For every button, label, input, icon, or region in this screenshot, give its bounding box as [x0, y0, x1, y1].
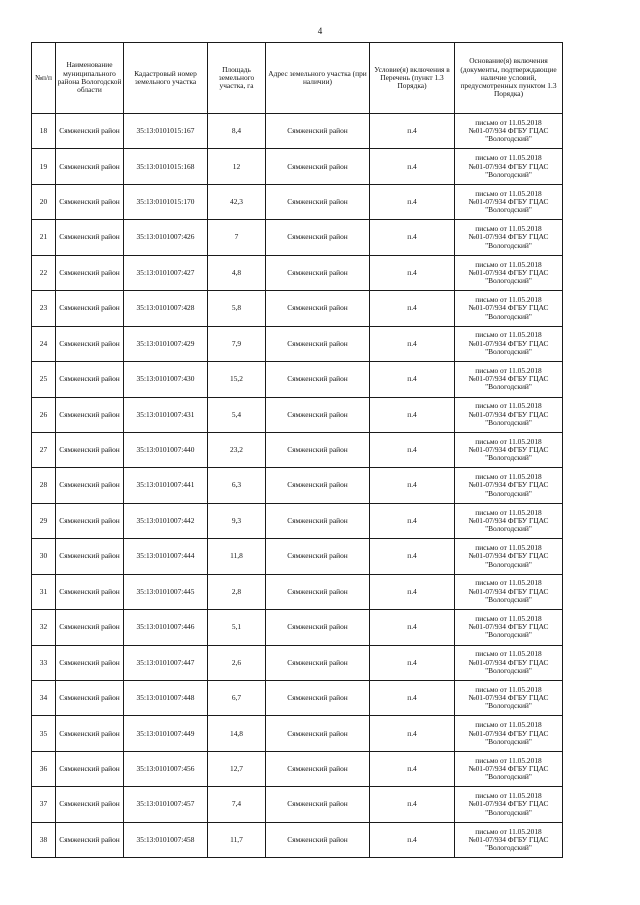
table-row — [32, 574, 563, 609]
cell-address: Сямженский район — [266, 645, 370, 680]
basis-line: "Вологодский" — [485, 772, 532, 782]
cell-district: Сямженский район — [56, 787, 124, 822]
basis-line: №01-07/934 ФГБУ ГЦАС — [468, 126, 549, 136]
cell-num: 37 — [32, 787, 56, 822]
cell-cadastral: 35:13:0101007:431 — [124, 397, 208, 432]
table-row — [32, 326, 563, 361]
cell-cadastral: 35:13:0101007:429 — [124, 326, 208, 361]
cell-condition: п.4 — [370, 681, 455, 716]
cell-num: 24 — [32, 326, 56, 361]
basis-line: "Вологодский" — [485, 630, 532, 640]
cell-cadastral: 35:13:0101007:446 — [124, 610, 208, 645]
table-row — [32, 539, 563, 574]
cell-basis — [455, 468, 563, 503]
cell-cadastral: 35:13:0101007:428 — [124, 291, 208, 326]
cell-condition: п.4 — [370, 787, 455, 822]
cell-num: 34 — [32, 681, 56, 716]
basis-line: "Вологодский" — [485, 382, 532, 392]
cell-condition: п.4 — [370, 326, 455, 361]
cell-condition: п.4 — [370, 291, 455, 326]
cell-district: Сямженский район — [56, 610, 124, 645]
cell-num: 26 — [32, 397, 56, 432]
cell-district: Сямженский район — [56, 255, 124, 290]
cell-district: Сямженский район — [56, 149, 124, 184]
cell-basis — [455, 610, 563, 645]
cell-address: Сямженский район — [266, 574, 370, 609]
basis-line: №01-07/934 ФГБУ ГЦАС — [468, 693, 549, 703]
cell-area: 5,4 — [208, 397, 266, 432]
cell-area: 7 — [208, 220, 266, 255]
basis-line: письмо от 11.05.2018 — [475, 259, 542, 269]
basis-line: письмо от 11.05.2018 — [475, 294, 542, 304]
cell-num: 19 — [32, 149, 56, 184]
table-body — [32, 114, 563, 858]
table-row — [32, 716, 563, 751]
cell-basis — [455, 255, 563, 290]
table-row — [32, 787, 563, 822]
basis-line: письмо от 11.05.2018 — [475, 188, 542, 198]
cell-condition: п.4 — [370, 362, 455, 397]
cell-basis — [455, 114, 563, 149]
cell-district: Сямженский район — [56, 184, 124, 219]
table-row — [32, 610, 563, 645]
cell-cadastral: 35:13:0101007:457 — [124, 787, 208, 822]
cell-basis — [455, 291, 563, 326]
cell-num: 35 — [32, 716, 56, 751]
cell-num: 28 — [32, 468, 56, 503]
basis-line: "Вологодский" — [485, 453, 532, 463]
cell-address: Сямженский район — [266, 114, 370, 149]
cell-basis — [455, 184, 563, 219]
basis-line: "Вологодский" — [485, 134, 532, 144]
cell-cadastral: 35:13:0101007:444 — [124, 539, 208, 574]
cell-basis — [455, 751, 563, 786]
basis-line: письмо от 11.05.2018 — [475, 543, 542, 553]
basis-line: письмо от 11.05.2018 — [475, 578, 542, 588]
basis-line: "Вологодский" — [485, 524, 532, 534]
basis-line: "Вологодский" — [485, 205, 532, 215]
cell-address: Сямженский район — [266, 468, 370, 503]
cell-num: 30 — [32, 539, 56, 574]
cell-cadastral: 35:13:0101007:441 — [124, 468, 208, 503]
cell-district: Сямженский район — [56, 432, 124, 467]
header-cadastral: Кадастровый номер земельного участка — [124, 43, 208, 114]
basis-line: письмо от 11.05.2018 — [475, 613, 542, 623]
cell-cadastral: 35:13:0101007:426 — [124, 220, 208, 255]
cell-basis — [455, 362, 563, 397]
basis-line: №01-07/934 ФГБУ ГЦАС — [468, 551, 549, 561]
basis-line: №01-07/934 ФГБУ ГЦАС — [468, 338, 549, 348]
cell-basis — [455, 822, 563, 857]
cell-cadastral: 35:13:0101015:170 — [124, 184, 208, 219]
cell-condition: п.4 — [370, 432, 455, 467]
basis-line: "Вологодский" — [485, 701, 532, 711]
basis-line: письмо от 11.05.2018 — [475, 436, 542, 446]
cell-address: Сямженский район — [266, 822, 370, 857]
cell-district: Сямженский район — [56, 326, 124, 361]
cell-condition: п.4 — [370, 610, 455, 645]
cell-num: 36 — [32, 751, 56, 786]
table-row — [32, 291, 563, 326]
table-header — [32, 43, 563, 114]
basis-line: №01-07/934 ФГБУ ГЦАС — [468, 834, 549, 844]
header-basis: Основание(я) включения (документы, подтверждающие наличие условий, предусмотренных пунктом 1.3 Порядка) — [455, 43, 563, 114]
table-row — [32, 220, 563, 255]
basis-line: письмо от 11.05.2018 — [475, 224, 542, 234]
cell-district: Сямженский район — [56, 291, 124, 326]
header-condition: Условие(я) включения в Перечень (пункт 1.3 Порядка) — [370, 43, 455, 114]
basis-line: №01-07/934 ФГБУ ГЦАС — [468, 657, 549, 667]
table-row — [32, 822, 563, 857]
basis-line: письмо от 11.05.2018 — [475, 401, 542, 411]
table-row — [32, 468, 563, 503]
cell-area: 42,3 — [208, 184, 266, 219]
cell-condition: п.4 — [370, 539, 455, 574]
cell-area: 15,2 — [208, 362, 266, 397]
page-number: 4 — [317, 26, 323, 36]
cell-area: 12 — [208, 149, 266, 184]
cell-cadastral: 35:13:0101007:440 — [124, 432, 208, 467]
basis-line: письмо от 11.05.2018 — [475, 153, 542, 163]
table-row — [32, 362, 563, 397]
cell-cadastral: 35:13:0101007:456 — [124, 751, 208, 786]
basis-line: письмо от 11.05.2018 — [475, 365, 542, 375]
cell-num: 20 — [32, 184, 56, 219]
cell-num: 27 — [32, 432, 56, 467]
cell-num: 29 — [32, 503, 56, 538]
cell-address: Сямженский район — [266, 539, 370, 574]
cell-address: Сямженский район — [266, 149, 370, 184]
cell-num: 31 — [32, 574, 56, 609]
basis-line: "Вологодский" — [485, 346, 532, 356]
header-address: Адрес земельного участка (при наличии) — [266, 43, 370, 114]
cell-cadastral: 35:13:0101007:442 — [124, 503, 208, 538]
cell-district: Сямженский район — [56, 681, 124, 716]
basis-line: "Вологодский" — [485, 559, 532, 569]
cell-district: Сямженский район — [56, 574, 124, 609]
cell-condition: п.4 — [370, 716, 455, 751]
cell-condition: п.4 — [370, 149, 455, 184]
cell-basis — [455, 503, 563, 538]
basis-line: №01-07/934 ФГБУ ГЦАС — [468, 196, 549, 206]
cell-num: 23 — [32, 291, 56, 326]
cell-cadastral: 35:13:0101007:430 — [124, 362, 208, 397]
cell-area: 5,1 — [208, 610, 266, 645]
table-row — [32, 149, 563, 184]
cell-cadastral: 35:13:0101015:168 — [124, 149, 208, 184]
basis-line: письмо от 11.05.2018 — [475, 755, 542, 765]
cell-district: Сямженский район — [56, 716, 124, 751]
cell-area: 2,8 — [208, 574, 266, 609]
cell-address: Сямженский район — [266, 326, 370, 361]
basis-line: "Вологодский" — [485, 665, 532, 675]
cell-area: 14,8 — [208, 716, 266, 751]
basis-line: письмо от 11.05.2018 — [475, 507, 542, 517]
basis-line: №01-07/934 ФГБУ ГЦАС — [468, 267, 549, 277]
header-area: Площадь земельного участка, га — [208, 43, 266, 114]
cell-area: 9,3 — [208, 503, 266, 538]
cell-district: Сямженский район — [56, 397, 124, 432]
cell-basis — [455, 787, 563, 822]
header-num: №п/п — [32, 43, 56, 114]
cell-condition: п.4 — [370, 184, 455, 219]
basis-line: "Вологодский" — [485, 311, 532, 321]
basis-line: письмо от 11.05.2018 — [475, 826, 542, 836]
basis-line: №01-07/934 ФГБУ ГЦАС — [468, 480, 549, 490]
table-row — [32, 184, 563, 219]
cell-address: Сямженский район — [266, 716, 370, 751]
cell-area: 5,8 — [208, 291, 266, 326]
cell-basis — [455, 716, 563, 751]
cell-num: 32 — [32, 610, 56, 645]
header-district: Наименование муниципального района Вологодской области — [56, 43, 124, 114]
cell-condition: п.4 — [370, 468, 455, 503]
cell-area: 23,2 — [208, 432, 266, 467]
cell-district: Сямженский район — [56, 114, 124, 149]
header-row — [32, 43, 563, 114]
cell-num: 33 — [32, 645, 56, 680]
cell-district: Сямженский район — [56, 822, 124, 857]
cell-condition: п.4 — [370, 751, 455, 786]
basis-line: письмо от 11.05.2018 — [475, 720, 542, 730]
cell-condition: п.4 — [370, 574, 455, 609]
cell-address: Сямженский район — [266, 432, 370, 467]
cell-condition: п.4 — [370, 822, 455, 857]
cell-num: 25 — [32, 362, 56, 397]
cell-area: 4,8 — [208, 255, 266, 290]
cell-area: 12,7 — [208, 751, 266, 786]
cell-cadastral: 35:13:0101007:448 — [124, 681, 208, 716]
cell-district: Сямженский район — [56, 220, 124, 255]
cell-condition: п.4 — [370, 503, 455, 538]
basis-line: "Вологодский" — [485, 736, 532, 746]
basis-line: "Вологодский" — [485, 169, 532, 179]
basis-line: письмо от 11.05.2018 — [475, 684, 542, 694]
basis-line: №01-07/934 ФГБУ ГЦАС — [468, 586, 549, 596]
cell-num: 18 — [32, 114, 56, 149]
cell-address: Сямженский район — [266, 397, 370, 432]
table-row — [32, 397, 563, 432]
cell-basis — [455, 539, 563, 574]
cell-cadastral: 35:13:0101015:167 — [124, 114, 208, 149]
table-row — [32, 503, 563, 538]
cell-address: Сямженский район — [266, 184, 370, 219]
table-row — [32, 751, 563, 786]
cell-area: 2,6 — [208, 645, 266, 680]
basis-line: письмо от 11.05.2018 — [475, 117, 542, 127]
cell-district: Сямженский район — [56, 751, 124, 786]
basis-line: №01-07/934 ФГБУ ГЦАС — [468, 622, 549, 632]
basis-line: №01-07/934 ФГБУ ГЦАС — [468, 374, 549, 384]
cell-address: Сямженский район — [266, 681, 370, 716]
cell-address: Сямженский район — [266, 503, 370, 538]
cell-basis — [455, 432, 563, 467]
cell-district: Сямженский район — [56, 645, 124, 680]
table-row — [32, 432, 563, 467]
basis-line: "Вологодский" — [485, 843, 532, 853]
cell-address: Сямженский район — [266, 255, 370, 290]
cell-condition: п.4 — [370, 220, 455, 255]
basis-line: №01-07/934 ФГБУ ГЦАС — [468, 445, 549, 455]
basis-line: №01-07/934 ФГБУ ГЦАС — [468, 303, 549, 313]
cell-address: Сямженский район — [266, 610, 370, 645]
cell-cadastral: 35:13:0101007:449 — [124, 716, 208, 751]
cell-address: Сямженский район — [266, 362, 370, 397]
cell-cadastral: 35:13:0101007:447 — [124, 645, 208, 680]
cell-district: Сямженский район — [56, 503, 124, 538]
cell-basis — [455, 681, 563, 716]
cell-address: Сямженский район — [266, 787, 370, 822]
cell-basis — [455, 574, 563, 609]
land-plots-table — [31, 42, 563, 858]
cell-cadastral: 35:13:0101007:427 — [124, 255, 208, 290]
cell-area: 11,8 — [208, 539, 266, 574]
basis-line: №01-07/934 ФГБУ ГЦАС — [468, 409, 549, 419]
table-row — [32, 255, 563, 290]
cell-basis — [455, 326, 563, 361]
cell-num: 21 — [32, 220, 56, 255]
basis-line: "Вологодский" — [485, 240, 532, 250]
cell-area: 8,4 — [208, 114, 266, 149]
cell-area: 6,3 — [208, 468, 266, 503]
cell-cadastral: 35:13:0101007:445 — [124, 574, 208, 609]
cell-area: 7,9 — [208, 326, 266, 361]
basis-line: "Вологодский" — [485, 417, 532, 427]
cell-condition: п.4 — [370, 114, 455, 149]
basis-line: №01-07/934 ФГБУ ГЦАС — [468, 728, 549, 738]
cell-area: 11,7 — [208, 822, 266, 857]
cell-address: Сямженский район — [266, 751, 370, 786]
cell-address: Сямженский район — [266, 291, 370, 326]
cell-district: Сямженский район — [56, 539, 124, 574]
basis-line: №01-07/934 ФГБУ ГЦАС — [468, 515, 549, 525]
cell-area: 6,7 — [208, 681, 266, 716]
basis-line: №01-07/934 ФГБУ ГЦАС — [468, 799, 549, 809]
cell-area: 7,4 — [208, 787, 266, 822]
basis-line: №01-07/934 ФГБУ ГЦАС — [468, 161, 549, 171]
basis-line: "Вологодский" — [485, 488, 532, 498]
cell-num: 22 — [32, 255, 56, 290]
basis-line: письмо от 11.05.2018 — [475, 330, 542, 340]
cell-condition: п.4 — [370, 397, 455, 432]
cell-num: 38 — [32, 822, 56, 857]
cell-basis — [455, 220, 563, 255]
table-row — [32, 681, 563, 716]
basis-line: письмо от 11.05.2018 — [475, 472, 542, 482]
cell-basis — [455, 149, 563, 184]
table-row — [32, 114, 563, 149]
table-row — [32, 645, 563, 680]
basis-line: письмо от 11.05.2018 — [475, 649, 542, 659]
basis-line: №01-07/934 ФГБУ ГЦАС — [468, 763, 549, 773]
cell-condition: п.4 — [370, 645, 455, 680]
cell-address: Сямженский район — [266, 220, 370, 255]
cell-basis — [455, 397, 563, 432]
basis-line: №01-07/934 ФГБУ ГЦАС — [468, 232, 549, 242]
cell-cadastral: 35:13:0101007:458 — [124, 822, 208, 857]
cell-district: Сямженский район — [56, 362, 124, 397]
cell-condition: п.4 — [370, 255, 455, 290]
basis-line: "Вологодский" — [485, 276, 532, 286]
basis-line: письмо от 11.05.2018 — [475, 791, 542, 801]
cell-basis — [455, 645, 563, 680]
cell-district: Сямженский район — [56, 468, 124, 503]
basis-line: "Вологодский" — [485, 595, 532, 605]
basis-line: "Вологодский" — [485, 807, 532, 817]
